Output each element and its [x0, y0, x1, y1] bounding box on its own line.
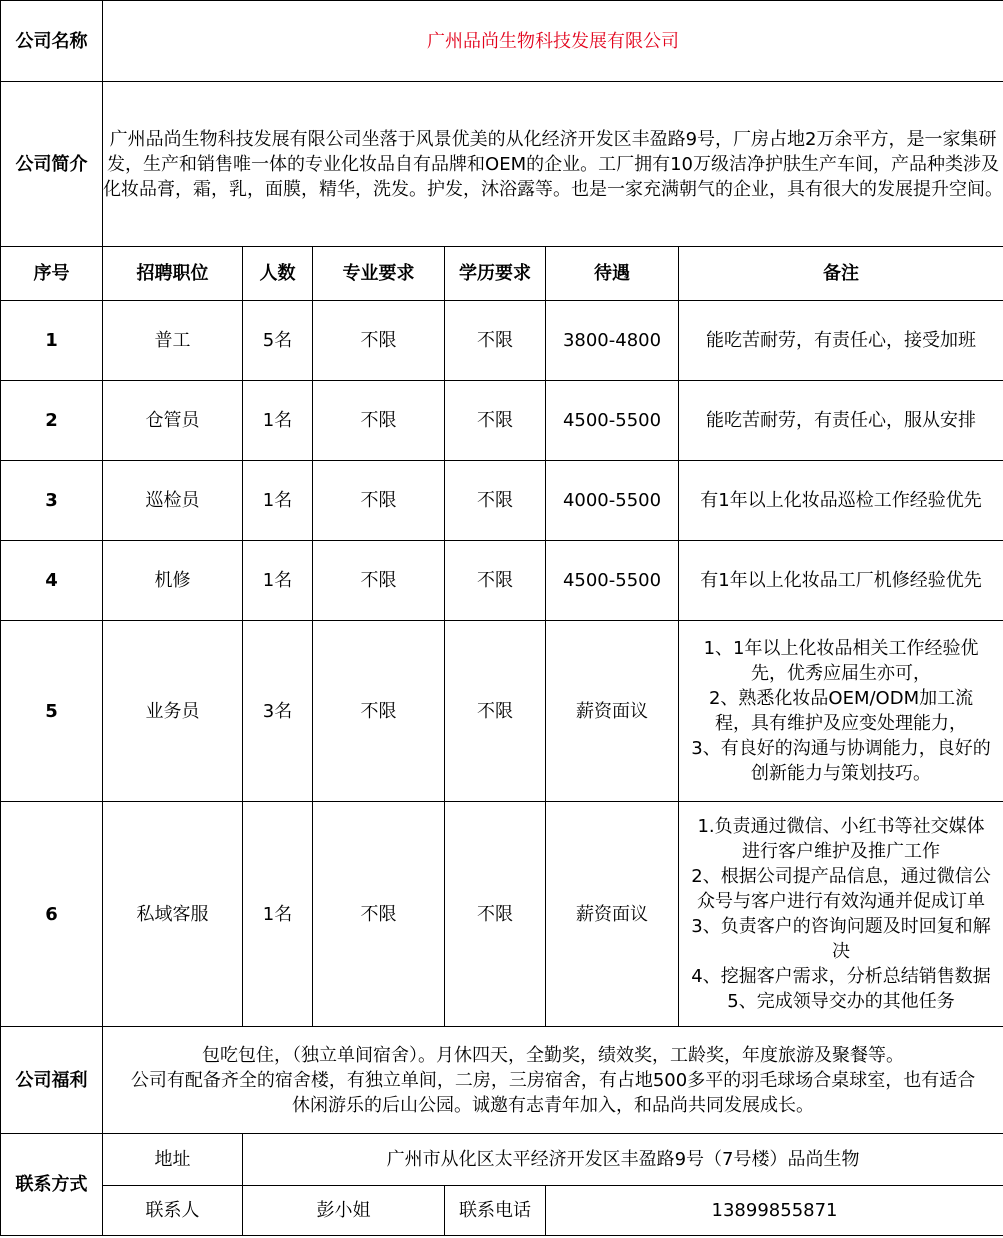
contact-person-value: 彭小姐 — [243, 1186, 445, 1236]
note-line: 众号与客户进行有效沟通并促成订单 — [697, 891, 986, 912]
note-line: 决 — [832, 941, 851, 962]
row-major: 不限 — [313, 621, 445, 802]
note-line: 3、负责客户的咨询问题及时回复和解 — [691, 916, 991, 937]
row-position: 业务员 — [103, 621, 243, 802]
header-position: 招聘职位 — [103, 247, 243, 301]
row-notes — [679, 381, 1003, 461]
table-row — [1, 301, 1003, 381]
row-no: 4 — [1, 541, 103, 621]
row-no: 5 — [1, 621, 103, 802]
note-line: 程，具有维护及应变处理能力， — [715, 713, 968, 734]
address-value: 广州市从化区太平经济开发区丰盈路9号（7号楼）品尚生物 — [243, 1134, 1003, 1186]
note-line: 4、挖掘客户需求，分析总结销售数据 — [691, 966, 991, 987]
note-line: 5、完成领导交办的其他任务 — [727, 991, 955, 1012]
company-name-row — [1, 1, 1003, 82]
row-count: 1名 — [243, 541, 313, 621]
benefits-label: 公司福利 — [1, 1027, 103, 1134]
contact-phone-value: 13899855871 — [546, 1186, 1003, 1236]
company-intro-text: 广州品尚生物科技发展有限公司坐落于风景优美的从化经济开发区丰盈路9号，厂房占地2万余平方，是一家集研发，生产和销售唯一体的专业化妆品自有品牌和OEM的企业。工厂拥有10万级洁净护肤生产车间，产品种类涉及化妆品膏，霜，乳，面膜，精华，洗发。护发，沐浴露等。也是一家充满朝气的企业，具有很大的发展提升空间。 — [103, 82, 1003, 247]
note-line: 2、根据公司提产品信息，通过微信公 — [691, 866, 991, 887]
header-education: 学历要求 — [445, 247, 546, 301]
row-position: 仓管员 — [103, 381, 243, 461]
benefit-line: 休闲游乐的后山公园。诚邀有志青年加入，和品尚共同发展成长。 — [292, 1094, 815, 1116]
row-no: 6 — [1, 802, 103, 1027]
row-education: 不限 — [445, 802, 546, 1027]
note-line: 1、1年以上化妆品相关工作经验优 — [703, 638, 979, 659]
row-notes — [679, 621, 1003, 802]
table-header-row — [1, 247, 1003, 301]
row-salary: 4500-5500 — [546, 541, 679, 621]
address-label: 地址 — [103, 1134, 243, 1186]
note-line: 进行客户维护及推广工作 — [742, 841, 941, 862]
row-major: 不限 — [313, 802, 445, 1027]
table-row — [1, 802, 1003, 1027]
note-line: 有1年以上化妆品巡检工作经验优先 — [700, 490, 982, 511]
contact-label: 联系方式 — [1, 1134, 103, 1236]
row-count: 1名 — [243, 381, 313, 461]
note-line: 有1年以上化妆品工厂机修经验优先 — [700, 570, 982, 591]
header-no: 序号 — [1, 247, 103, 301]
row-notes — [679, 541, 1003, 621]
row-no: 2 — [1, 381, 103, 461]
company-name-label: 公司名称 — [1, 1, 103, 82]
row-salary: 4000-5500 — [546, 461, 679, 541]
row-major: 不限 — [313, 301, 445, 381]
note-line: 1.负责通过微信、小红书等社交媒体 — [697, 816, 985, 837]
row-major: 不限 — [313, 461, 445, 541]
note-line: 能吃苦耐劳，有责任心，接受加班 — [706, 330, 977, 351]
row-education: 不限 — [445, 621, 546, 802]
contact-address-row — [1, 1134, 1003, 1186]
note-line: 3、有良好的沟通与协调能力，良好的 — [691, 738, 991, 759]
benefit-line: 包吃包住，（独立单间宿舍）。月休四天，全勤奖，绩效奖，工龄奖，年度旅游及聚餐等。 — [202, 1044, 905, 1066]
row-education: 不限 — [445, 301, 546, 381]
table-row — [1, 461, 1003, 541]
header-count: 人数 — [243, 247, 313, 301]
contact-person-row — [1, 1186, 1003, 1236]
benefit-line: 公司有配备齐全的宿舍楼，有独立单间，二房，三房宿舍，有占地500多平的羽毛球场合桌球室，也有适合 — [130, 1069, 976, 1091]
company-intro-label: 公司简介 — [1, 82, 103, 247]
row-education: 不限 — [445, 461, 546, 541]
company-intro-row — [1, 82, 1003, 247]
row-no: 1 — [1, 301, 103, 381]
note-line: 能吃苦耐劳，有责任心，服从安排 — [706, 410, 977, 431]
table-row — [1, 381, 1003, 461]
row-count: 1名 — [243, 461, 313, 541]
note-line: 创新能力与策划技巧。 — [751, 763, 932, 784]
row-salary: 薪资面议 — [546, 802, 679, 1027]
row-count: 3名 — [243, 621, 313, 802]
row-no: 3 — [1, 461, 103, 541]
note-line: 先，优秀应届生亦可， — [751, 663, 932, 684]
row-position: 普工 — [103, 301, 243, 381]
row-education: 不限 — [445, 381, 546, 461]
benefits-text — [103, 1027, 1003, 1134]
table-row — [1, 621, 1003, 802]
row-salary: 3800-4800 — [546, 301, 679, 381]
company-name: 广州品尚生物科技发展有限公司 — [103, 1, 1003, 82]
header-major: 专业要求 — [313, 247, 445, 301]
row-notes — [679, 802, 1003, 1027]
benefits-row — [1, 1027, 1003, 1134]
row-notes — [679, 461, 1003, 541]
note-line: 2、熟悉化妆品OEM/ODM加工流 — [708, 688, 974, 709]
row-position: 机修 — [103, 541, 243, 621]
contact-person-label: 联系人 — [103, 1186, 243, 1236]
row-position: 巡检员 — [103, 461, 243, 541]
row-count: 1名 — [243, 802, 313, 1027]
row-major: 不限 — [313, 381, 445, 461]
row-salary: 薪资面议 — [546, 621, 679, 802]
row-salary: 4500-5500 — [546, 381, 679, 461]
row-count: 5名 — [243, 301, 313, 381]
row-position: 私域客服 — [103, 802, 243, 1027]
row-major: 不限 — [313, 541, 445, 621]
row-education: 不限 — [445, 541, 546, 621]
table-row — [1, 541, 1003, 621]
contact-phone-label: 联系电话 — [445, 1186, 546, 1236]
header-notes: 备注 — [679, 247, 1003, 301]
header-salary: 待遇 — [546, 247, 679, 301]
row-notes — [679, 301, 1003, 381]
